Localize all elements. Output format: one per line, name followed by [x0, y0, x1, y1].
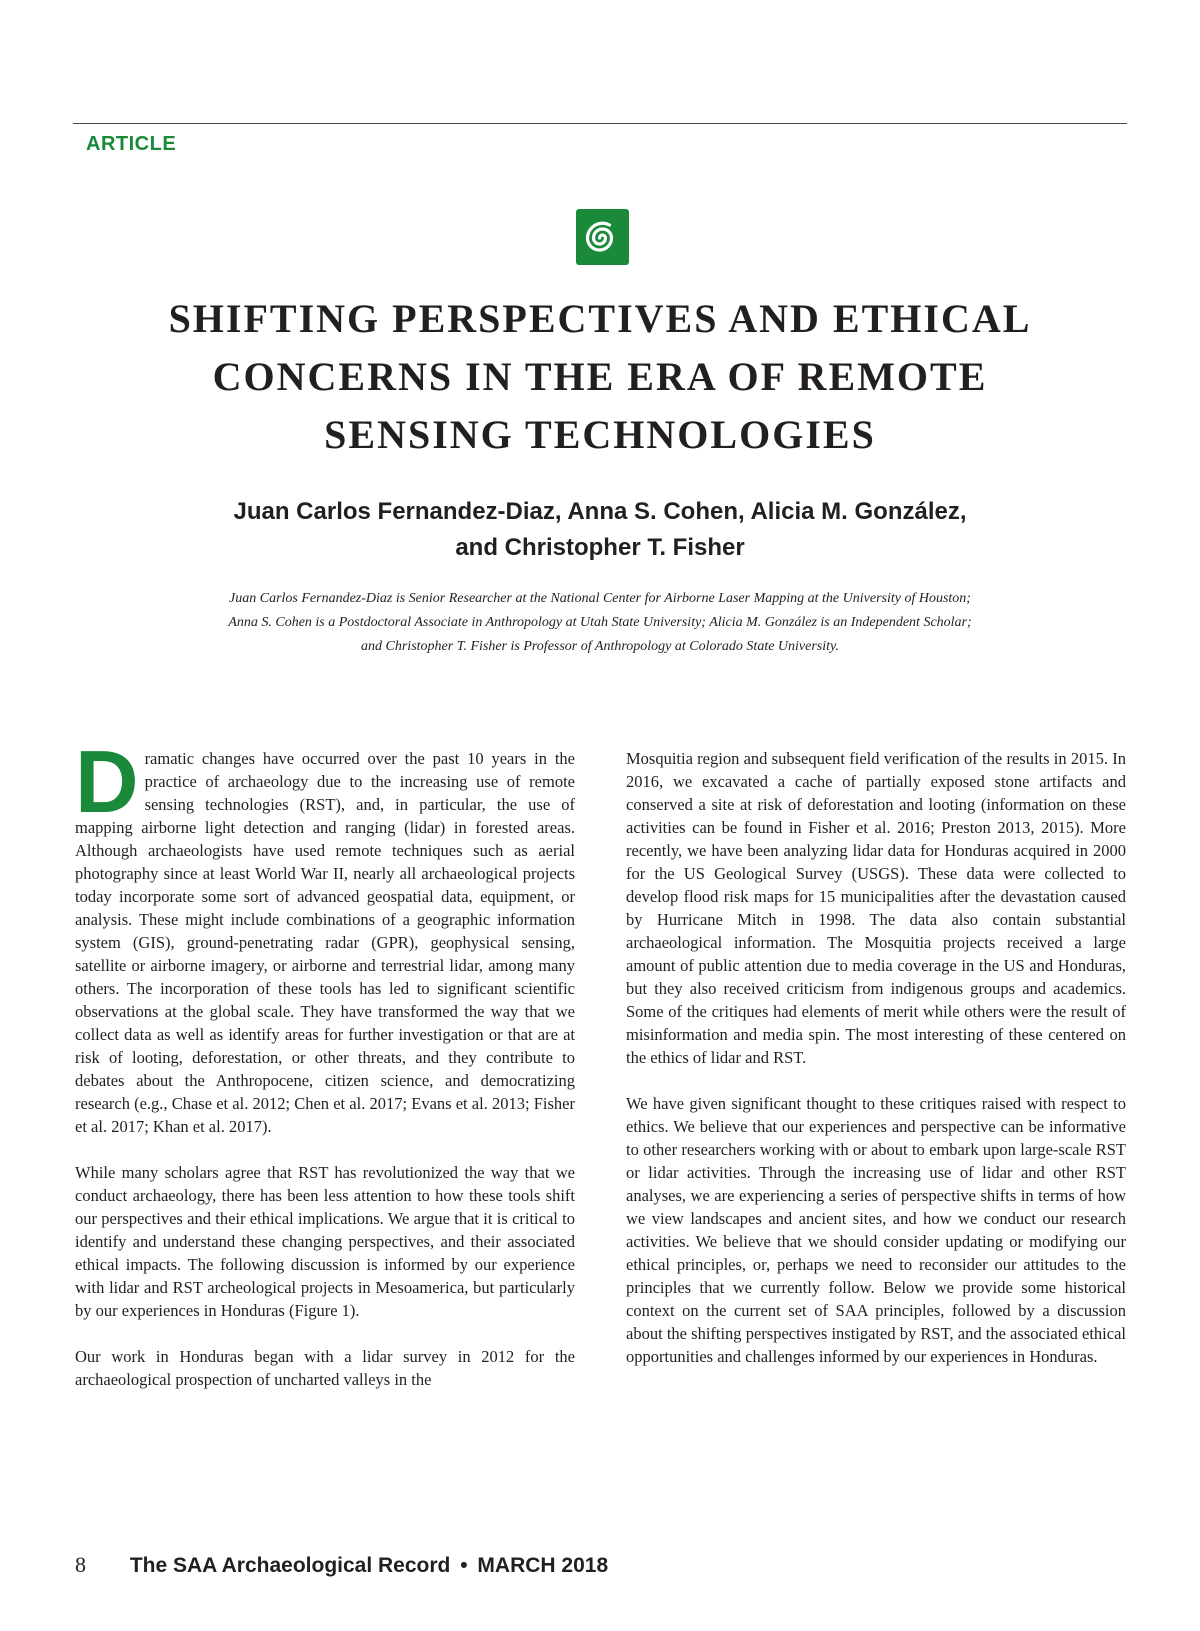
- spiral-logo-icon: [574, 207, 631, 267]
- title-line: SENSING TECHNOLOGIES: [324, 412, 876, 457]
- author-list: [100, 494, 1100, 566]
- body-paragraph: [75, 732, 575, 1138]
- section-label: ARTICLE: [86, 133, 177, 155]
- article-title: [100, 290, 1100, 464]
- title-line: SHIFTING PERSPECTIVES AND ETHICAL: [168, 296, 1032, 341]
- body-paragraph: We have given significant thought to these critiques raised with respect to ethics. We believe that our experiences and perspective can be informative to other researchers working with or about to embark upon large-scale RST or lidar activities. Through the increasing use of lidar and other RST analyses, we are experiencing a series of perspective shifts in terms of how we view landscapes and ancient sites, and how we conduct our research activities. We believe that we should consider updating or modifying our ethical principles, or, perhaps we need to reconsider our attitudes to the principles that we currently follow. Below we provide some historical context on the current set of SAA principles, followed by a discussion about the shifting perspectives instigated by RST, and the associated ethical opportunities and challenges informed by our experiences in Honduras.: [626, 1094, 1126, 1366]
- author-line: Juan Carlos Fernandez-Diaz, Anna S. Cohen, Alicia M. González,: [233, 498, 967, 525]
- affiliation-line: and Christopher T. Fisher is Professor of Anthropology at Colorado State University.: [361, 639, 839, 654]
- journal-name: The SAA Archaeological Record: [129, 1554, 451, 1577]
- page-footer: [75, 1552, 608, 1578]
- body-paragraph: Our work in Honduras began with a lidar survey in 2012 for the archaeological prospection of uncharted valleys in the: [75, 1347, 575, 1389]
- footer-bullet: •: [460, 1554, 468, 1577]
- body-paragraph: Mosquitia region and subsequent field verification of the results in 2015. In 2016, we excavated a cache of partially exposed stone artifacts and conserved a site at risk of deforestation and looting (information on these activities can be found in Fisher et al. 2016; Preston 2013, 2015). More recently, we have been analyzing lidar data for Honduras acquired in 2000 for the US Geological Survey (USGS). These data were collected to develop flood risk maps for 15 municipalities after the devastation caused by Hurricane Mitch in 1998. The data also contain substantial archaeological information. The Mosquitia projects received a large amount of public attention due to media coverage in the US and Honduras, but they also received criticism from indigenous groups and academics. Some of the critiques had elements of merit while others were the result of misinformation and media spin. The most interesting of these centered on the ethics of lidar and RST.: [626, 749, 1126, 1067]
- issue-date: MARCH 2018: [477, 1554, 609, 1577]
- header-rule: [73, 123, 1127, 124]
- affiliation-line: Anna S. Cohen is a Postdoctoral Associate in Anthropology at Utah State University; Alicia M. González is an Independent Scholar;: [228, 615, 972, 630]
- title-line: CONCERNS IN THE ERA OF REMOTE: [212, 354, 988, 399]
- drop-cap: D: [75, 732, 139, 831]
- affiliation-line: Juan Carlos Fernandez-Diaz is Senior Researcher at the National Center for Airborne Laser Mapping at the University of Houston;: [229, 591, 971, 606]
- body-column-left: [75, 732, 575, 1414]
- page-number: 8: [75, 1552, 86, 1577]
- body-column-right: [626, 747, 1126, 1391]
- paragraph-text: ramatic changes have occurred over the past 10 years in the practice of archaeology due to the increasing use of remote sensing technologies (RST), and, in particular, the use of mapping airborne light detection and ranging (lidar) in forested areas. Although archaeologists have used remote techniques such as aerial photography since at least World War II, nearly all archaeological projects today incorporate some sort of advanced geospatial data, equipment, or analysis. These might include combinations of a geographic information system (GIS), ground-penetrating radar (GPR), geophysical sensing, satellite or airborne imagery, or airborne and terrestrial lidar, among many others. The incorporation of these tools has led to significant scientific observations at the global scale. They have transformed the way that we collect data as well as identify areas for further investigation or that are at risk of looting, deforestation, or other threats, and they contribute to debates about the Anthropocene, citizen science, and democratizing research (e.g., Chase et al. 2012; Chen et al. 2017; Evans et al. 2013; Fisher et al. 2017; Khan et al. 2017).: [75, 749, 575, 1136]
- author-line: and Christopher T. Fisher: [455, 534, 745, 561]
- author-affiliations: [120, 587, 1080, 659]
- body-paragraph: While many scholars agree that RST has revolutionized the way that we conduct archaeology, there has been less attention to how these tools shift our perspectives and their ethical implications. We argue that it is critical to identify and understand these changing perspectives, and their associated ethical impacts. The following discussion is informed by our experience with lidar and RST archeological projects in Mesoamerica, but particularly by our experiences in Honduras (Figure 1).: [75, 1163, 575, 1320]
